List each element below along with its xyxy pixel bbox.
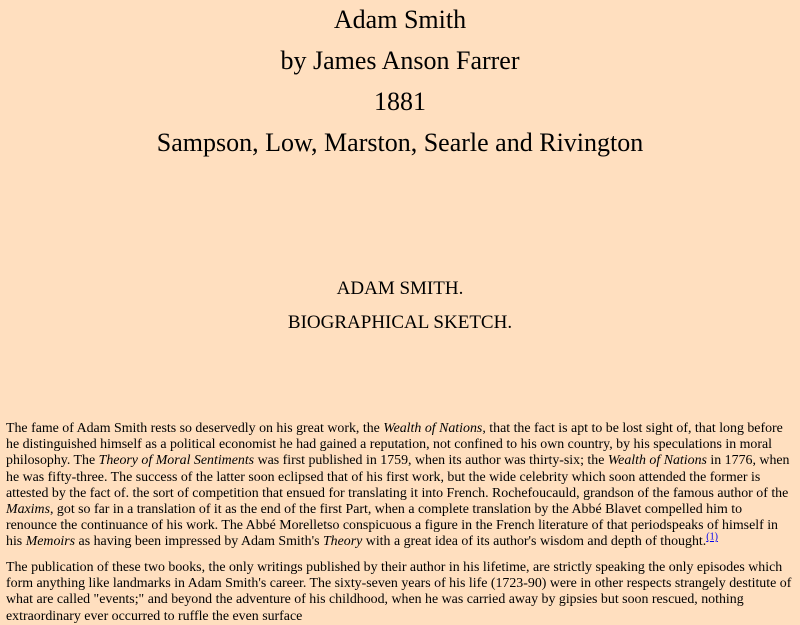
paragraph-text: as having been impressed by Adam Smith's [75, 534, 323, 550]
italic-title: Wealth of Nations [383, 421, 483, 436]
publication-year: 1881 [374, 87, 426, 116]
paragraph-text: with a great idea of its author's wisdom and depth of thought. [362, 534, 707, 550]
chapter-subheading: BIOGRAPHICAL SKETCH. [287, 312, 513, 333]
chapter-heading: ADAM SMITH. [336, 278, 464, 299]
italic-title: Wealth of Nations [607, 453, 707, 469]
book-author: by James Anson Farrer [280, 46, 520, 75]
paragraph-1 [6, 421, 794, 551]
paragraph-text: was first published in 1759, when its author was thirty-six; the [254, 453, 608, 469]
paragraph-text: in 1776, when he was fifty-three. The success of the latter soon eclipsed that of his first work, but the wide celebrity which soon attended the former is attested by the fact of. the sort of competition that ensued for translating it into French. Rochefoucauld, grandson of the famous author of the [6, 453, 790, 501]
paragraph-text: , got so far in a translation of it as the end of the first Part, when a complete translation by the Abbé Blavet compelled him to renounce the continuance of his work. The Abbé Morelletso conspicuous a figure in the French literature of that periodspeaks of himself in his [6, 502, 778, 550]
book-title: Adam Smith [333, 5, 467, 34]
italic-title: Theory [322, 534, 363, 550]
paragraph-text: The fame of Adam Smith rests so deservedly on his great work, the [6, 421, 384, 436]
publisher: Sampson, Low, Marston, Searle and Rivington [156, 128, 644, 157]
paragraph-2: The publication of these two books, the only writings published by their author in his lifetime, are strictly speaking the only episodes which form anything like landmarks in Adam Smith's career. The sixty-seven years of his life (1723-90) were in other respects strangely destitute of what are called "events;" and beyond the adventure of his childhood, when he was carried away by gipsies but soon rescued, nothing extraordinary ever occurred to ruffle the even surface [6, 560, 792, 624]
italic-title: Theory of Moral Sentiments [98, 453, 255, 469]
italic-title: Memoirs [25, 534, 76, 550]
paragraph-text: , that the fact is apt to be lost sight of, that long before he distinguished himself as a political economist he had gained a reputation, not confined to his own country, by his speculations in moral philosophy. The [6, 421, 783, 469]
footnote-link[interactable]: (1) [706, 531, 718, 543]
italic-title: Maxims [6, 502, 50, 518]
